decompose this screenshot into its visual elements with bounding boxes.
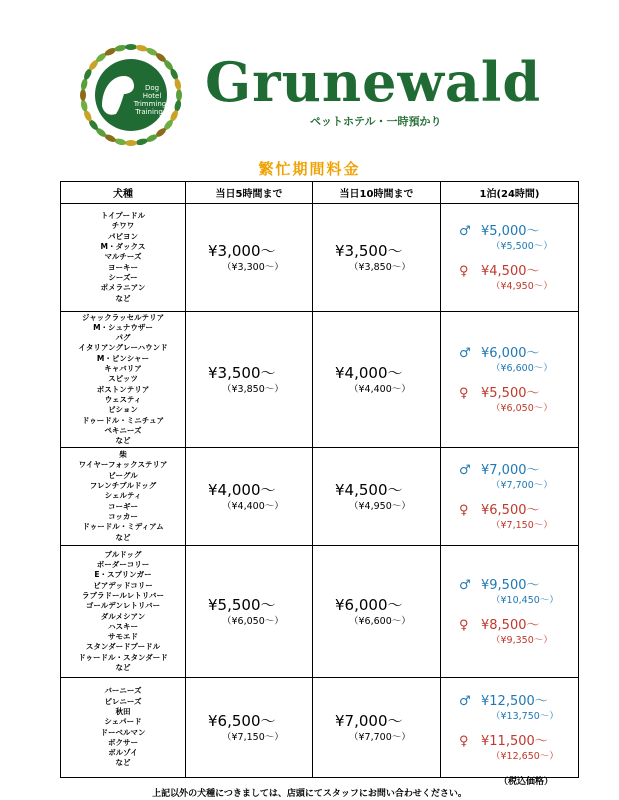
price-overnight [441,312,579,448]
breed-name: コッカー [108,511,138,521]
header-10h: 当日10時間まで [313,182,441,204]
breed-name: ビアデッドコリー [93,580,153,590]
price-with-tax: （¥6,600〜） [349,615,411,627]
breed-name: ジャックラッセルテリア [81,312,165,322]
breed-name: コーギー [108,501,138,511]
wreath-leaf [135,138,148,147]
price-10h [313,678,441,778]
price-5h [186,312,313,448]
breed-name: サモエド [108,632,138,642]
breed-name: ボクサー [108,737,138,747]
breed-name: ピレニーズ [104,696,142,706]
breed-name: ボルゾイ [108,748,138,758]
table-row [61,448,579,546]
breed-name: ドゥードル・ミニチュア [81,415,165,425]
price-10h [313,546,441,678]
wreath-leaf [80,78,89,91]
breed-name: スタンダードプードル [85,642,161,652]
price-overnight [441,678,579,778]
male-icon: ♂ [459,577,471,593]
page-title: 繁忙期間料金 [258,160,361,178]
male-price: ¥7,000〜 [481,462,540,478]
wreath-leaf [114,44,127,53]
price-value: ¥5,500〜 [208,595,276,614]
wreath-leaf [135,44,148,53]
breed-name: など [115,662,131,672]
male-price-with-tax: （¥5,500〜） [491,240,553,252]
price-10h [313,204,441,312]
breed-name: シェルティ [104,491,142,501]
price-overnight [441,546,579,678]
female-price-with-tax: （¥4,950〜） [491,280,553,292]
breed-name: など [115,758,131,768]
breed-name: キャバリア [104,364,142,374]
breed-list [61,678,186,778]
table-row [61,312,579,448]
price-value: ¥4,000〜 [208,480,276,499]
female-price: ¥4,500〜 [481,263,540,279]
female-icon: ♀ [459,502,469,518]
female-price-with-tax: （¥6,050〜） [491,402,553,414]
price-10h [313,448,441,546]
table-row [61,204,579,312]
female-price-with-tax: （¥12,650〜） [491,750,559,762]
breed-name: バーニーズ [104,686,142,696]
price-value: ¥6,000〜 [335,595,403,614]
breed-name: ワイヤーフォックステリア [78,460,168,470]
breed-name: ブルドッグ [104,549,142,559]
table-header-row [61,182,579,204]
footer-note: 上記以外の犬種につきましては、店頭にてスタッフにお問い合わせください。 [152,789,467,799]
wreath-leaf [125,44,137,50]
price-5h [186,204,313,312]
breed-name: M・ピンシャー [96,353,150,363]
male-icon: ♂ [459,462,471,478]
price-value: ¥7,000〜 [335,711,403,730]
price-with-tax: （¥7,700〜） [349,731,411,743]
price-10h [313,312,441,448]
logo-line-1: Dog [144,84,160,92]
brand-tagline: ペットホテル・一時預かり [310,115,442,128]
breed-name: ビーグル [108,470,138,480]
breed-name: ダルメシアン [100,611,146,621]
price-value: ¥6,500〜 [208,711,276,730]
price-5h [186,448,313,546]
female-icon: ♀ [459,733,469,749]
price-with-tax: （¥4,400〜） [222,500,284,512]
breed-name: など [115,436,131,446]
breed-name: スピッツ [108,374,138,384]
male-price-with-tax: （¥6,600〜） [491,362,553,374]
logo-line-2: Hotel [142,92,162,100]
breed-name: 秋田 [115,706,131,716]
table-row [61,546,579,678]
breed-name: トイプードル [100,211,146,221]
female-icon: ♀ [459,385,469,401]
breed-name: ボーダーコリー [96,560,150,570]
price-with-tax: （¥6,050〜） [222,615,284,627]
breed-list [61,448,186,546]
breed-name: ゴールデンレトリバー [85,601,161,611]
breed-name: イタリアングレーハウンド [78,343,168,353]
breed-name: 柴 [119,450,127,460]
female-price: ¥11,500〜 [481,733,548,749]
breed-name: ドゥードル・スタンダード [78,652,168,662]
wreath-leaf [80,89,86,101]
breed-name: ハスキー [108,621,138,631]
header-breed: 犬種 [61,182,186,204]
price-overnight [441,204,579,312]
wreath-leaf [174,78,183,91]
male-price-with-tax: （¥7,700〜） [491,479,553,491]
male-icon: ♂ [459,345,471,361]
female-price: ¥8,500〜 [481,617,540,633]
male-icon: ♂ [459,693,471,709]
price-with-tax: （¥4,950〜） [349,500,411,512]
male-price: ¥6,000〜 [481,345,540,361]
male-price: ¥12,500〜 [481,693,548,709]
table-row [61,678,579,778]
price-value: ¥4,000〜 [335,363,403,382]
breed-name: パピヨン [108,231,138,241]
logo-line-4: Training [135,108,163,116]
breed-name: ビション [108,405,138,415]
price-value: ¥3,500〜 [208,363,276,382]
female-price: ¥6,500〜 [481,502,540,518]
header-5h: 当日5時間まで [186,182,313,204]
male-price-with-tax: （¥10,450〜） [491,594,559,606]
breed-name: ラブラドールレトリバー [82,590,164,600]
breed-name: ボストンテリア [96,384,150,394]
logo-line-3: Trimming [133,100,167,108]
breed-name: E・スプリンガー [94,570,152,580]
breed-name: マルチーズ [104,252,142,262]
breed-list [61,312,186,448]
price-with-tax: （¥3,850〜） [222,383,284,395]
female-price-with-tax: （¥9,350〜） [491,634,553,646]
breed-name: ウェスティ [104,394,142,404]
header-overnight: 1泊(24時間) [441,182,579,204]
breed-name: シーズー [108,272,138,282]
price-value: ¥3,500〜 [335,241,403,260]
breed-name: チワワ [111,221,135,231]
breed-list [61,546,186,678]
wreath-leaf [176,89,182,101]
breed-name: シェパード [104,717,142,727]
female-price-with-tax: （¥7,150〜） [491,519,553,531]
female-icon: ♀ [459,263,469,279]
female-price: ¥5,500〜 [481,385,540,401]
breed-name: など [115,532,131,542]
breed-name: ドーベルマン [100,727,146,737]
breed-name: など [115,293,131,303]
breed-name: ヨーキー [108,262,138,272]
male-price: ¥5,000〜 [481,223,540,239]
male-price-with-tax: （¥13,750〜） [491,710,559,722]
price-5h [186,546,313,678]
breed-list [61,204,186,312]
male-icon: ♂ [459,223,471,239]
brand-name: Grunewald [205,50,542,114]
breed-name: M・シュナウザー [93,322,153,332]
wreath-leaf [114,138,127,147]
price-value: ¥3,000〜 [208,241,276,260]
breed-name: ドゥードル・ミディアム [82,522,164,532]
price-overnight [441,448,579,546]
price-with-tax: （¥4,400〜） [349,383,411,395]
wreath-leaf [174,99,183,112]
price-5h [186,678,313,778]
price-value: ¥4,500〜 [335,480,403,499]
price-table [60,181,579,778]
breed-name: ペキニーズ [104,425,142,435]
wreath-leaf [125,140,137,146]
breed-name: フレンチブルドッグ [89,481,157,491]
male-price: ¥9,500〜 [481,577,540,593]
female-icon: ♀ [459,617,469,633]
tax-note: （税込価格） [499,777,554,787]
logo-wreath [72,36,190,154]
breed-name: パグ [115,333,131,343]
price-with-tax: （¥7,150〜） [222,731,284,743]
breed-name: ポメラニアン [100,283,146,293]
price-with-tax: （¥3,850〜） [349,261,411,273]
breed-name: M・ダックス [100,242,146,252]
wreath-leaf [80,99,89,112]
price-with-tax: （¥3,300〜） [222,261,284,273]
